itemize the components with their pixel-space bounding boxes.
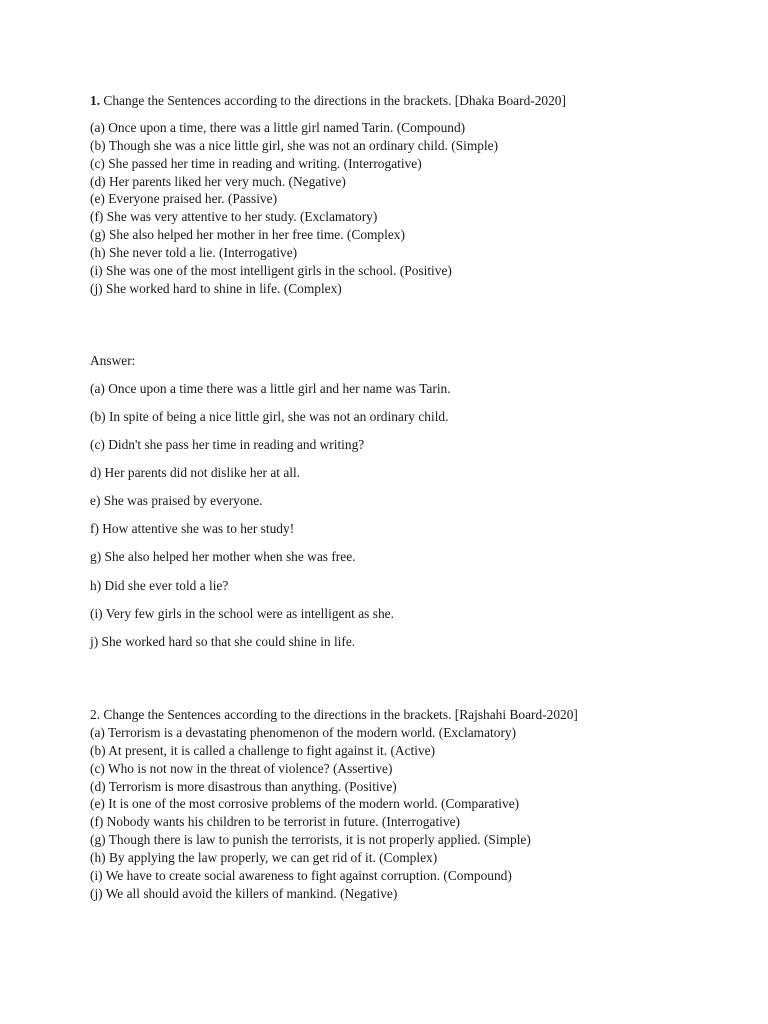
answer-item: f) How attentive she was to her study! (90, 521, 295, 537)
question-2-item: (d) Terrorism is more disastrous than anything. (Positive) (90, 778, 397, 794)
question-1-number: 1. (90, 93, 101, 108)
question-2-item: (a) Terrorism is a devastating phenomenon of the modern world. (Exclamatory) (90, 724, 517, 740)
answer-item: g) She also helped her mother when she was free. (90, 549, 356, 565)
question-1-item: (c) She passed her time in reading and writing. (Interrogative) (90, 155, 422, 171)
answer-item: (a) Once upon a time there was a little girl and her name was Tarin. (90, 380, 451, 396)
question-2-heading: 2. Change the Sentences according to the directions in the brackets. [Rajshahi Board-2020] (90, 707, 578, 722)
answer-item: (i) Very few girls in the school were as intelligent as she. (90, 605, 394, 621)
question-1-item: (i) She was one of the most intelligent girls in the school. (Positive) (90, 263, 452, 279)
answer-item: (b) In spite of being a nice little girl, she was not an ordinary child. (90, 408, 449, 424)
question-2-item: (e) It is one of the most corrosive problems of the modern world. (Comparative) (90, 796, 520, 812)
question-1-heading (90, 92, 730, 110)
question-2-item: (b) At present, it is called a challenge to fight against it. (Active) (90, 742, 436, 758)
answer-item: d) Her parents did not dislike her at all. (90, 465, 301, 481)
answer-label: Answer: (90, 353, 136, 368)
question-1-item: (d) Her parents liked her very much. (Negative) (90, 173, 346, 189)
question-1-item: (g) She also helped her mother in her free time. (Complex) (90, 227, 405, 243)
answer-item: e) She was praised by everyone. (90, 493, 263, 509)
question-1-title: Change the Sentences according to the directions in the brackets. [Dhaka Board-2020] (100, 93, 566, 108)
answer-item: j) She worked hard so that she could shine in life. (90, 633, 356, 649)
question-2-item: (j) We all should avoid the killers of mankind. (Negative) (90, 885, 398, 901)
question-1-item: (b) Though she was a nice little girl, she was not an ordinary child. (Simple) (90, 137, 499, 153)
question-1-item: (j) She worked hard to shine in life. (Complex) (90, 280, 342, 296)
question-2-item: (f) Nobody wants his children to be terrorist in future. (Interrogative) (90, 814, 460, 830)
question-1-item: (e) Everyone praised her. (Passive) (90, 191, 278, 207)
question-1-item: (f) She was very attentive to her study. (Exclamatory) (90, 209, 378, 225)
question-2-item: (g) Though there is law to punish the terrorists, it is not properly applied. (Simple) (90, 832, 531, 848)
answer-section (90, 352, 730, 661)
question-1 (90, 92, 730, 298)
answer-item: h) Did she ever told a lie? (90, 577, 229, 593)
question-1-item: (a) Once upon a time, there was a little girl named Tarin. (Compound) (90, 119, 466, 135)
answer-item: (c) Didn't she pass her time in reading and writing? (90, 437, 365, 453)
question-2-item: (i) We have to create social awareness to fight against corruption. (Compound) (90, 868, 512, 884)
question-2-item: (h) By applying the law properly, we can get rid of it. (Complex) (90, 850, 438, 866)
question-2 (90, 706, 730, 903)
question-1-item: (h) She never told a lie. (Interrogative) (90, 245, 298, 261)
question-2-item: (c) Who is not now in the threat of violence? (Assertive) (90, 760, 393, 776)
